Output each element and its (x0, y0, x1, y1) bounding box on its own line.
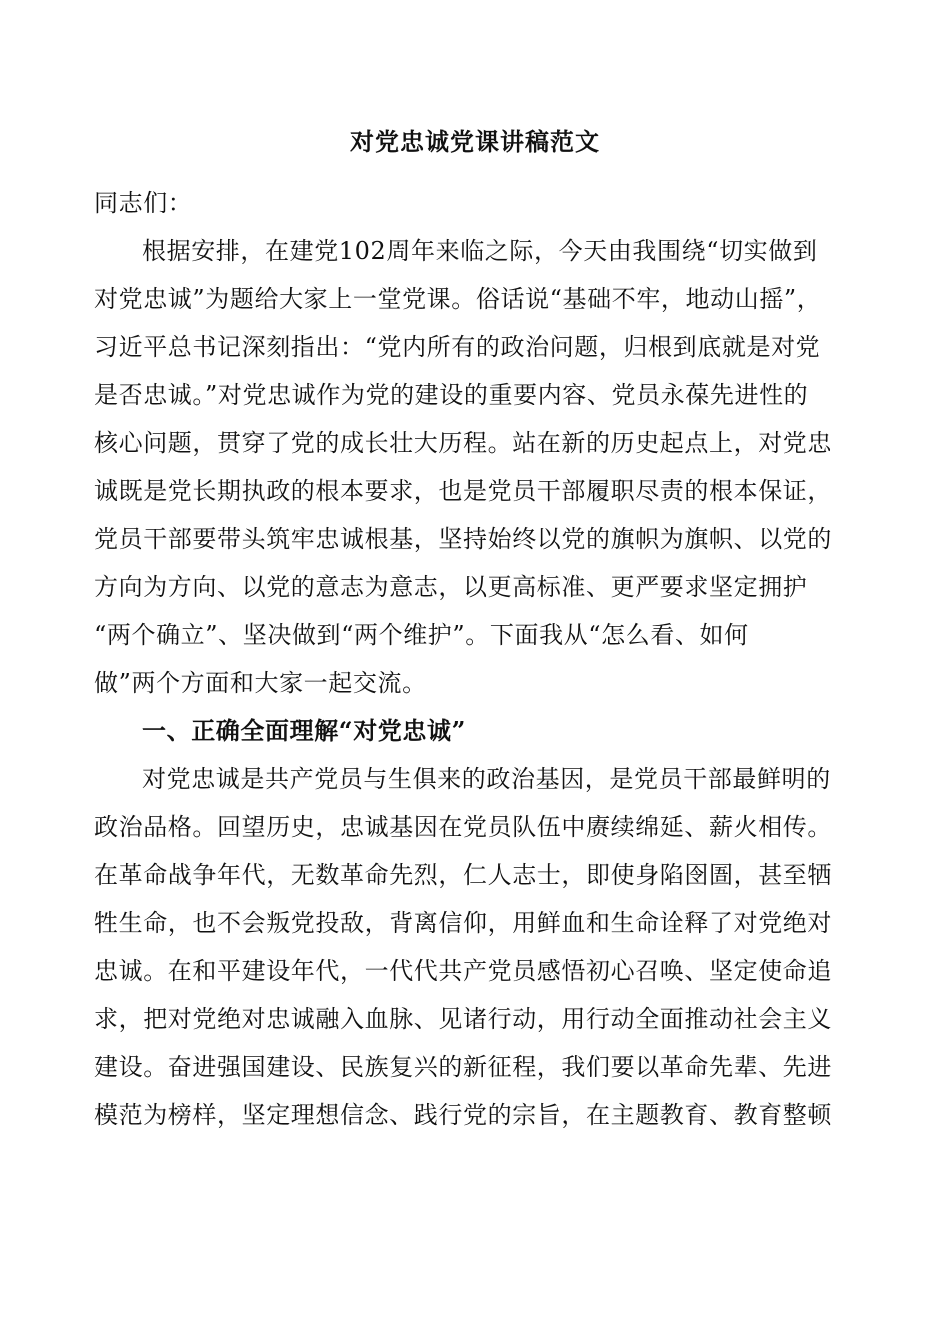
paragraph-line: 忠诚。在和平建设年代，一代代共产党员感悟初心召唤、坚定使命追 (94, 957, 832, 985)
section-heading: 一、正确全面理解“对党忠诚” (142, 716, 467, 745)
paragraph-line: 党员干部要带头筑牢忠诚根基，坚持始终以党的旗帜为旗帜、以党的 (94, 525, 832, 553)
paragraph-line: 对党忠诚”为题给大家上一堂党课。俗话说“基础不牢，地动山摇”， (94, 285, 822, 313)
paragraph-line: 诚既是党长期执政的根本要求，也是党员干部履职尽责的根本保证， (94, 477, 832, 505)
paragraph-line: 牲生命，也不会叛党投敌，背离信仰，用鲜血和生命诠释了对党绝对 (94, 909, 832, 937)
paragraph-line: 根据安排，在建党102周年来临之际，今天由我围绕“切实做到 (142, 237, 818, 265)
paragraph-line: 习近平总书记深刻指出：“党内所有的政治问题，归根到底就是对党 (94, 333, 821, 361)
document-title: 对党忠诚党课讲稿范文 (350, 127, 600, 156)
paragraph-line: 政治品格。回望历史，忠诚基因在党员队伍中赓续绵延、薪火相传。 (94, 813, 832, 841)
paragraph-line: “两个确立”、坚决做到“两个维护”。下面我从“怎么看、如何 (94, 621, 749, 649)
paragraph-line: 求，把对党绝对忠诚融入血脉、见诸行动，用行动全面推动社会主义 (94, 1005, 832, 1033)
paragraph-line: 核心问题，贯穿了党的成长壮大历程。站在新的历史起点上，对党忠 (94, 429, 832, 457)
paragraph-line: 方向为方向、以党的意志为意志，以更高标准、更严要求坚定拥护 (94, 573, 808, 601)
paragraph-line: 在革命战争年代，无数革命先烈，仁人志士，即使身陷囹圄，甚至牺 (94, 861, 832, 889)
paragraph-line: 对党忠诚是共产党员与生俱来的政治基因，是党员干部最鲜明的 (142, 765, 831, 793)
paragraph-line: 做”两个方面和大家一起交流。 (94, 669, 427, 697)
paragraph-line: 模范为榜样，坚定理想信念、践行党的宗旨，在主题教育、教育整顿 (94, 1101, 832, 1129)
paragraph-line: 建设。奋进强国建设、民族复兴的新征程，我们要以革命先辈、先进 (94, 1053, 832, 1081)
salutation: 同志们： (94, 189, 193, 217)
paragraph-line: 是否忠诚。”对党忠诚作为党的建设的重要内容、党员永葆先进性的 (94, 381, 809, 409)
